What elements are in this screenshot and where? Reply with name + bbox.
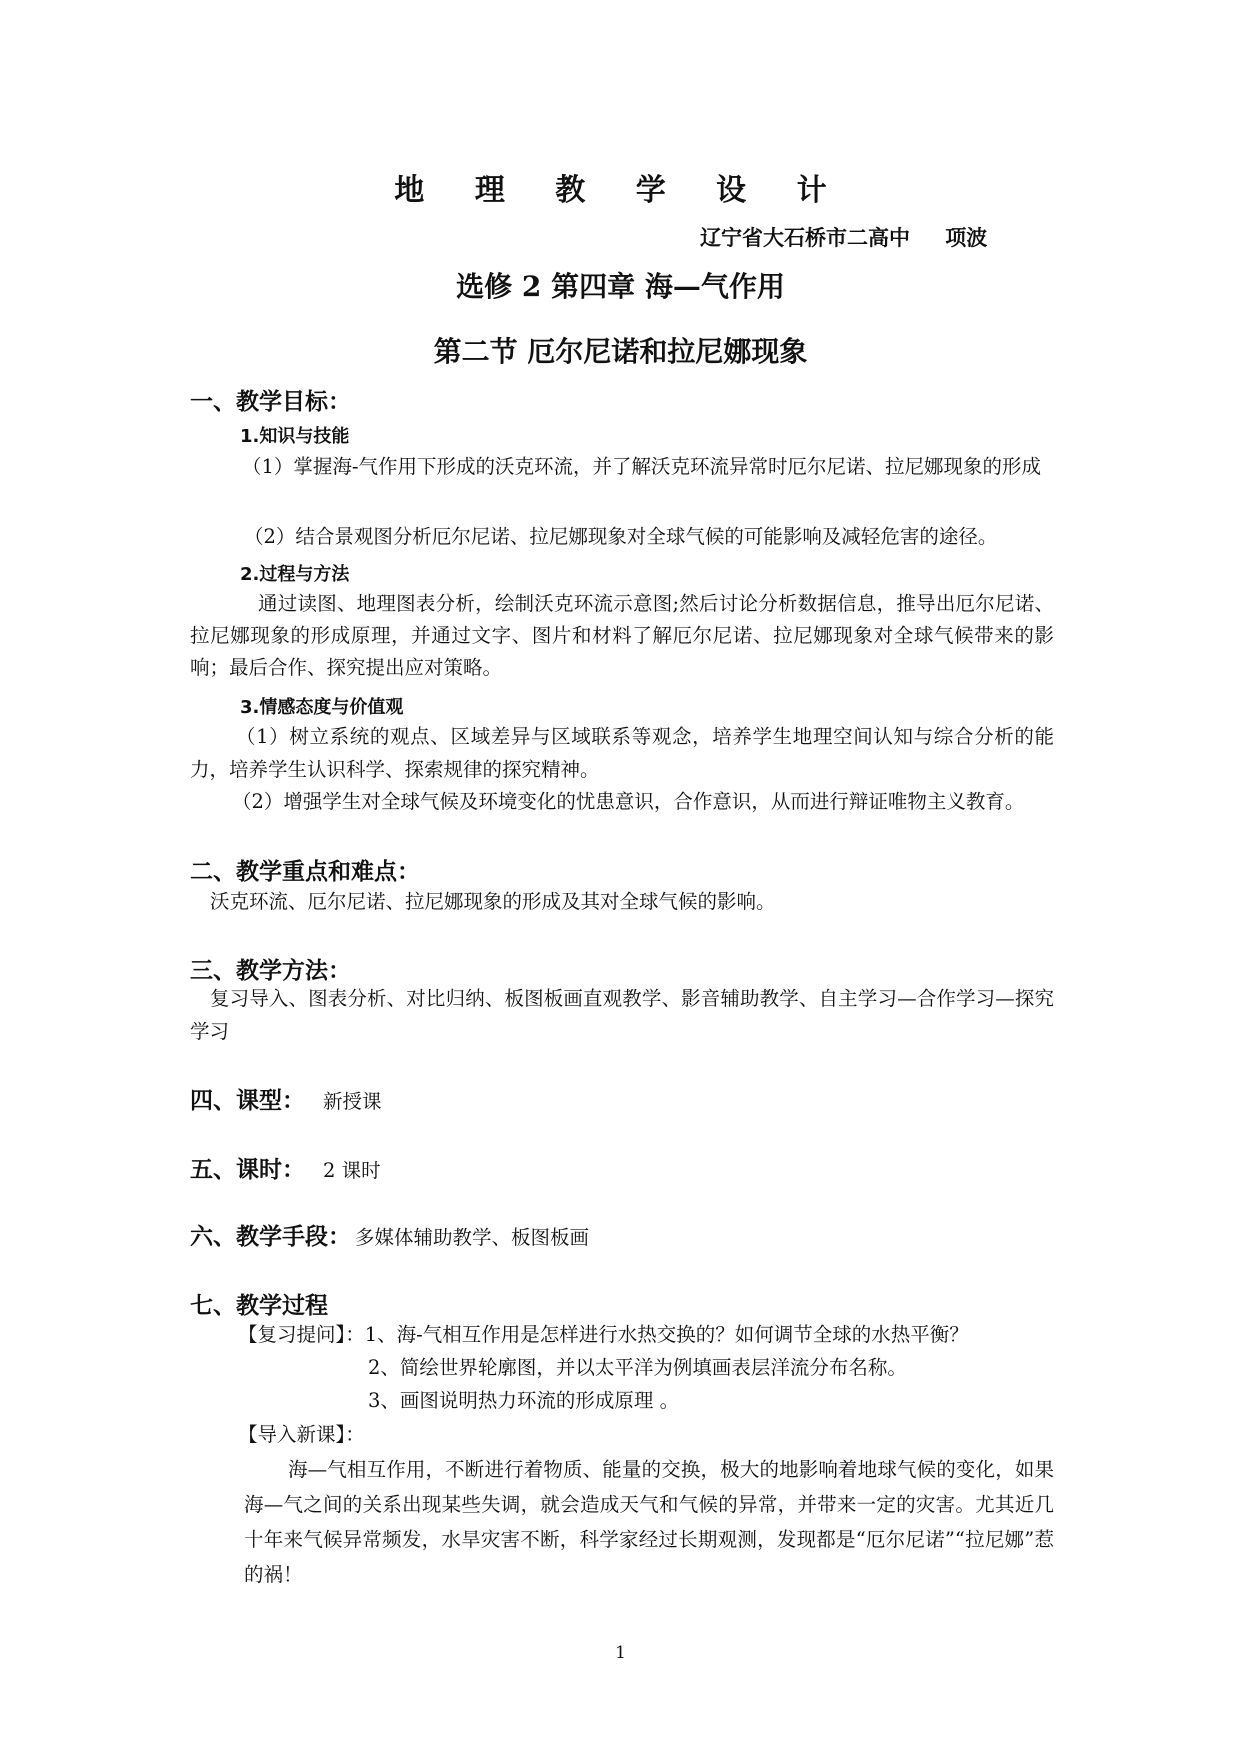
document-title: 地 理 教 学 设 计 — [394, 173, 847, 208]
lesson-type-heading: 四、课型： — [190, 1088, 305, 1114]
lesson-type-value: 新授课 — [323, 1090, 382, 1113]
lesson-type-row — [190, 1082, 382, 1115]
author-line: 辽宁省大石桥市二高中 项波 — [700, 226, 988, 250]
intro-label: 【导入新课】： — [238, 1423, 365, 1446]
keypoints-text: 沃克环流、厄尔尼诺、拉尼娜现象的形成及其对全球气候的影响。 — [210, 890, 776, 913]
intro-text: 海—气相互作用，不断进行着物质、能量的交换，极大的地影响着地球气候的变化，如果海—气之间的关系出现某些失调，就会造成天气和气候的异常，并带来一定的灾害。尤其近几十年来气候异常频发，水旱灾害不断，科学家经过长期观测，发现都是“厄尔尼诺”“拉尼娜”惹的祸！ — [244, 1458, 1054, 1586]
methods-heading: 三、教学方法： — [190, 958, 351, 984]
hours-row — [190, 1151, 381, 1184]
chapter-title: 选修 2 第四章 海—气作用 — [456, 270, 785, 303]
procedure-heading: 七、教学过程 — [190, 1293, 328, 1319]
means-value: 多媒体辅助教学、板图板画 — [355, 1226, 590, 1249]
values-item-1: （1）树立系统的观点、区域差异与区域联系等观念，培养学生地理空间认知与综合分析的能力，培养学生认识科学、探索规律的探究精神。 — [190, 725, 1054, 781]
values-item-2: （2）增强学生对全球气候及环境变化的忧患意识，合作意识，从而进行辩证唯物主义教育。 — [232, 790, 1025, 813]
page-number: 1 — [615, 1643, 626, 1663]
means-row — [190, 1218, 589, 1251]
review-item-2: 2、简绘世界轮廓图，并以太平洋为例填画表层洋流分布名称。 — [368, 1356, 907, 1379]
review-line-1 — [238, 1318, 969, 1351]
methods-text: 复习导入、图表分析、对比归纳、板图板画直观教学、影音辅助教学、自主学习—合作学习—探究学习 — [190, 987, 1054, 1043]
knowledge-item-1: （1）掌握海-气作用下形成的沃克环流，并了解沃克环流异常时厄尔尼诺、拉尼娜现象的形成 — [242, 455, 1041, 478]
knowledge-item-2: （2）结合景观图分析厄尔尼诺、拉尼娜现象对全球气候的可能影响及减轻危害的途径。 — [244, 525, 998, 548]
values-heading: 3.情感态度与价值观 — [240, 697, 404, 718]
review-label: 【复习提问】： — [238, 1323, 365, 1346]
review-item-1: 1、海-气相互作用是怎样进行水热交换的？如何调节全球的水热平衡？ — [364, 1323, 969, 1346]
knowledge-heading: 1.知识与技能 — [240, 426, 350, 447]
hours-value: 2 课时 — [323, 1159, 381, 1182]
objectives-heading: 一、教学目标： — [190, 389, 351, 415]
process-text: 通过读图、地理图表分析，绘制沃克环流示意图;然后讨论分析数据信息，推导出厄尔尼诺、拉尼娜现象的形成原理，并通过文字、图片和材料了解厄尔尼诺、拉尼娜现象对全球气候带来的影响；最后合作、探究提出应对策略。 — [190, 592, 1054, 679]
means-heading: 六、教学手段： — [190, 1224, 351, 1250]
keypoints-heading: 二、教学重点和难点： — [190, 859, 420, 885]
section-title: 第二节 厄尔尼诺和拉尼娜现象 — [433, 335, 808, 368]
process-heading: 2.过程与方法 — [240, 564, 350, 585]
hours-heading: 五、课时： — [190, 1157, 305, 1183]
review-item-3: 3、画图说明热力环流的形成原理 。 — [368, 1389, 680, 1412]
